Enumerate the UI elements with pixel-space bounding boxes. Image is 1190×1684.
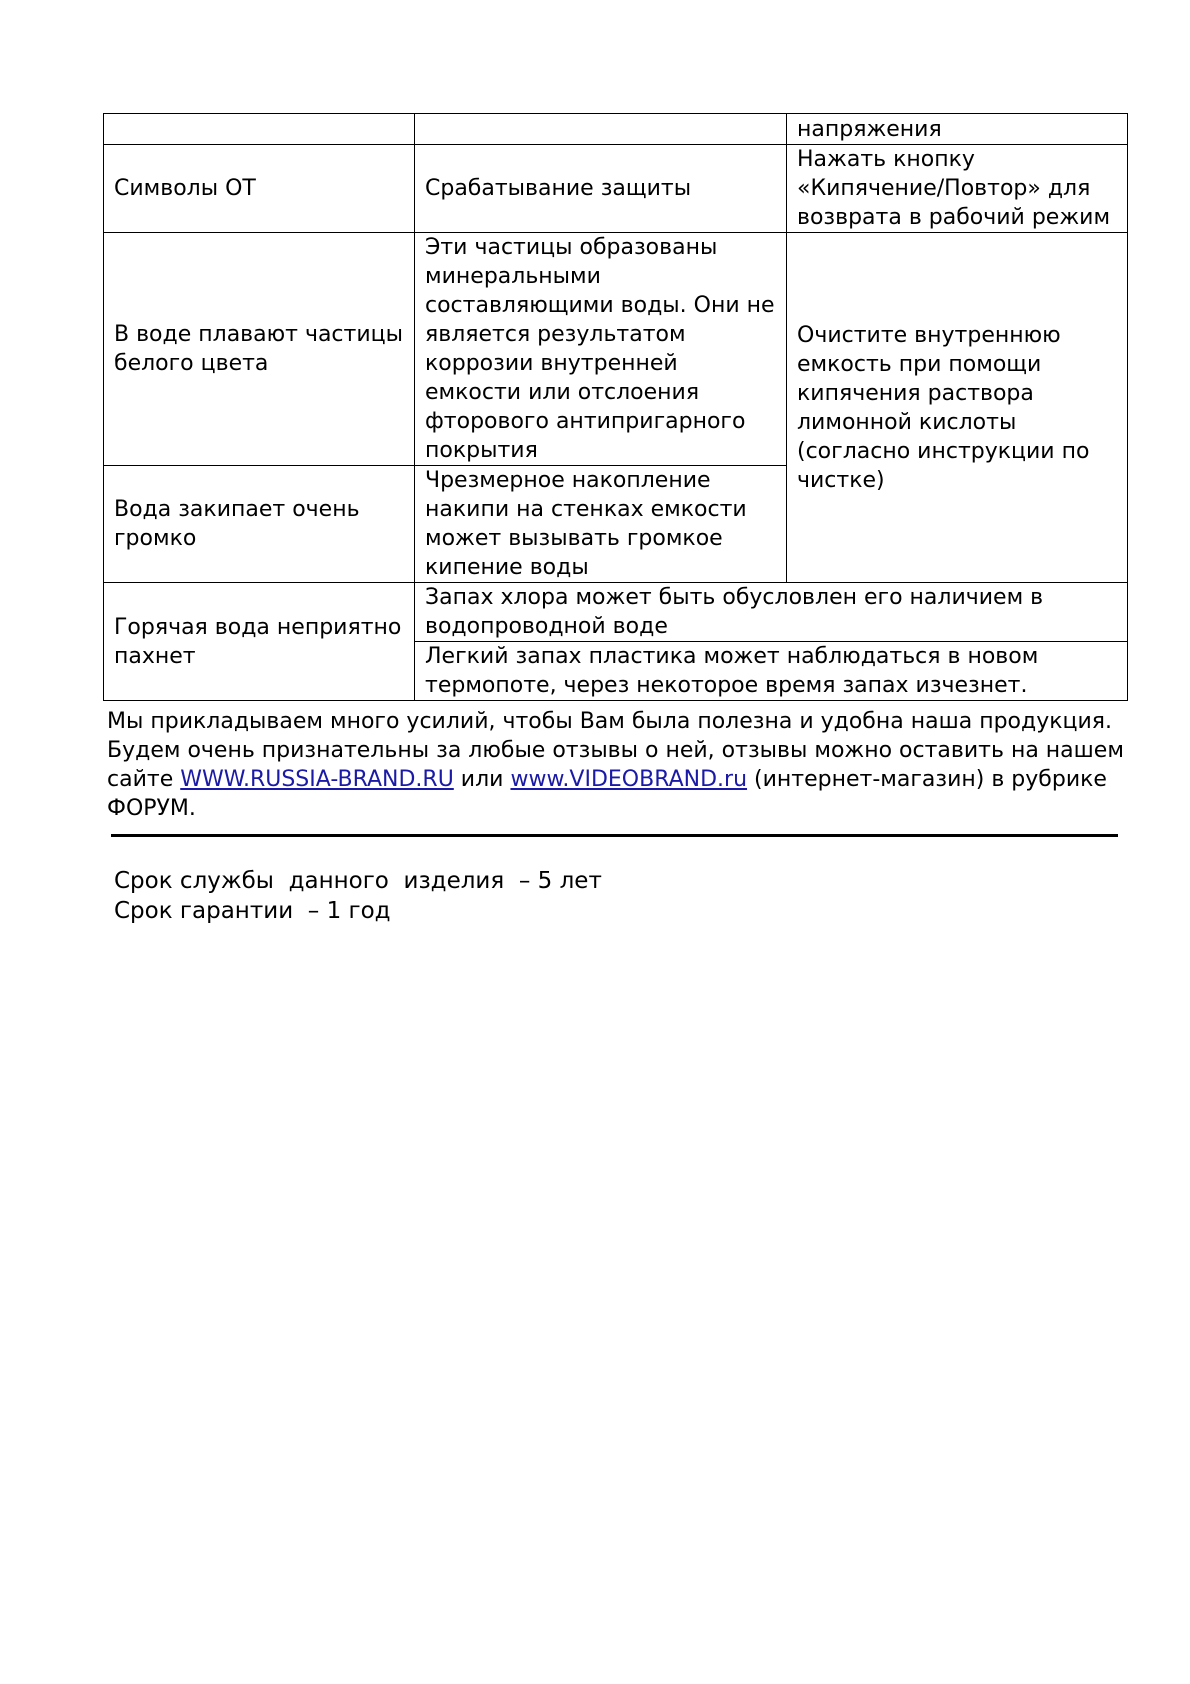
cause-cell: Легкий запах пластика может наблюдаться в новом термопоте, через некоторое время запах изчезнет.: [415, 642, 1128, 701]
service-info: [114, 866, 602, 926]
videobrand-link[interactable]: www.VIDEOBRAND.ru: [510, 767, 748, 792]
cause-cell: Чрезмерное накопление накипи на стенках емкости может вызывать громкое кипение воды: [415, 466, 787, 583]
service-life: Срок службы данного изделия – 5 лет: [114, 868, 602, 894]
cause-cell: [415, 114, 787, 145]
problem-cell: Вода закипает очень громко: [104, 466, 415, 583]
feedback-paragraph: [107, 707, 1127, 823]
table-row: [104, 145, 1128, 233]
table-row: [104, 114, 1128, 145]
russia-brand-link[interactable]: WWW.RUSSIA-BRAND.RU: [180, 767, 454, 792]
solution-cell: Нажать кнопку «Кипячение/Повтор» для возврата в рабочий режим: [787, 145, 1128, 233]
cause-cell: Эти частицы образованы минеральными составляющими воды. Они не является результатом коррозии внутренней емкости или отслоения фторового антипригарного покрытия: [415, 233, 787, 466]
cause-cell: Запах хлора может быть обусловлен его наличием в водопроводной воде: [415, 583, 1128, 642]
cause-cell: Срабатывание защиты: [415, 145, 787, 233]
troubleshooting-table: [103, 113, 1128, 701]
feedback-text: Мы прикладываем много усилий, чтобы Вам была полезна и удобна наша продукция. Будем очень признательны за любые отзывы о ней, отзывы можно оставить на нашем сайте: [107, 709, 1124, 792]
table-row: [104, 233, 1128, 466]
problem-cell: [104, 114, 415, 145]
problem-cell: Горячая вода неприятно пахнет: [104, 583, 415, 701]
solution-cell: напряжения: [787, 114, 1128, 145]
feedback-text: (интернет-магазин) в рубрике ФОРУМ.: [107, 767, 1107, 821]
table-row: [104, 583, 1128, 642]
problem-cell: В воде плавают частицы белого цвета: [104, 233, 415, 466]
horizontal-divider: [111, 834, 1118, 837]
warranty-period: Срок гарантии – 1 год: [114, 898, 391, 924]
solution-cell: Очистите внутреннюю емкость при помощи кипячения раствора лимонной кислоты (согласно инструкции по чистке): [787, 233, 1128, 583]
problem-cell: Символы ОТ: [104, 145, 415, 233]
feedback-text: или: [453, 767, 511, 792]
